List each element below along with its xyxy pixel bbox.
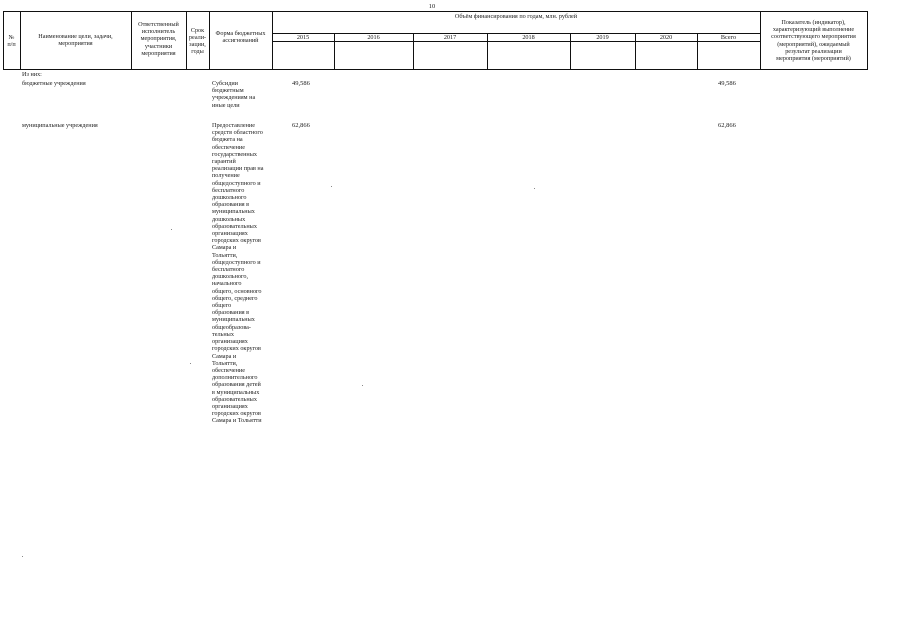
header-bottom-border <box>3 69 868 70</box>
scan-speck <box>22 556 23 557</box>
row-budget-name: бюджетные учреждения <box>22 80 86 87</box>
row-budget-form: Субсидии бюджетным учреждениям на иные цели <box>212 80 256 109</box>
header-year: 2018 <box>522 34 535 42</box>
scan-speck <box>190 363 191 364</box>
scan-speck <box>171 229 172 230</box>
row-municipal-total: 62,866 <box>718 122 736 129</box>
header-col-form: Форма бюджетных ассигнований <box>215 29 266 44</box>
header-year: 2017 <box>443 34 457 42</box>
row-budget-total: 49,586 <box>718 80 736 87</box>
header-year: 2020 <box>659 34 673 42</box>
header-col-indicator: Показатель (индикатор), характеризующий выполнение соответствующего мероприятия (мероприятий), ожидаемый результат реализации мероприятия (мероприятий) <box>771 18 856 62</box>
scan-speck <box>362 385 363 386</box>
row-budget-2015: 49,586 <box>292 80 310 87</box>
header-year: 2016 <box>367 34 380 42</box>
scan-speck <box>534 188 535 189</box>
header-total: Всего <box>720 34 737 42</box>
row-municipal-form: Предоставление средств областного бюджета на обеспечение государственных гарантий реализации прав на получение общедоступного и бесплатного дошкольного образования в муниципальных дошкольных образовательных организациях городских округов Самара и Тольятти, общедоступного и бесплатного дошкольного, начального общего, основного общего, среднего общего образования в муниципальных общеобразова- тельных организациях городских округов Самара и Тольятти, обеспечение дополнительного образования детей в муниципальных образовательных организациях городских округов Самара и Тольятти <box>212 122 264 425</box>
col-border <box>867 11 868 70</box>
header-col-financing: Объём финансирования по годам, млн. рублей <box>454 13 578 21</box>
header-year: 2015 <box>296 34 310 42</box>
page-number: 10 <box>428 3 436 10</box>
row-municipal-2015: 62,866 <box>292 122 310 129</box>
header-col-name: Наименование цели, задачи, мероприятия <box>38 32 113 47</box>
header-col-term: Срок реали- зации, годы <box>188 26 207 56</box>
header-col-number: № п/п <box>7 33 16 48</box>
header-col-responsible: Ответственный исполнитель мероприятия, участники мероприятия <box>138 20 179 57</box>
row-municipal-name: муниципальные учреждения <box>22 122 98 129</box>
header-year: 2019 <box>596 34 609 42</box>
of-them-label: Из них: <box>22 71 42 78</box>
scan-speck <box>331 186 332 187</box>
